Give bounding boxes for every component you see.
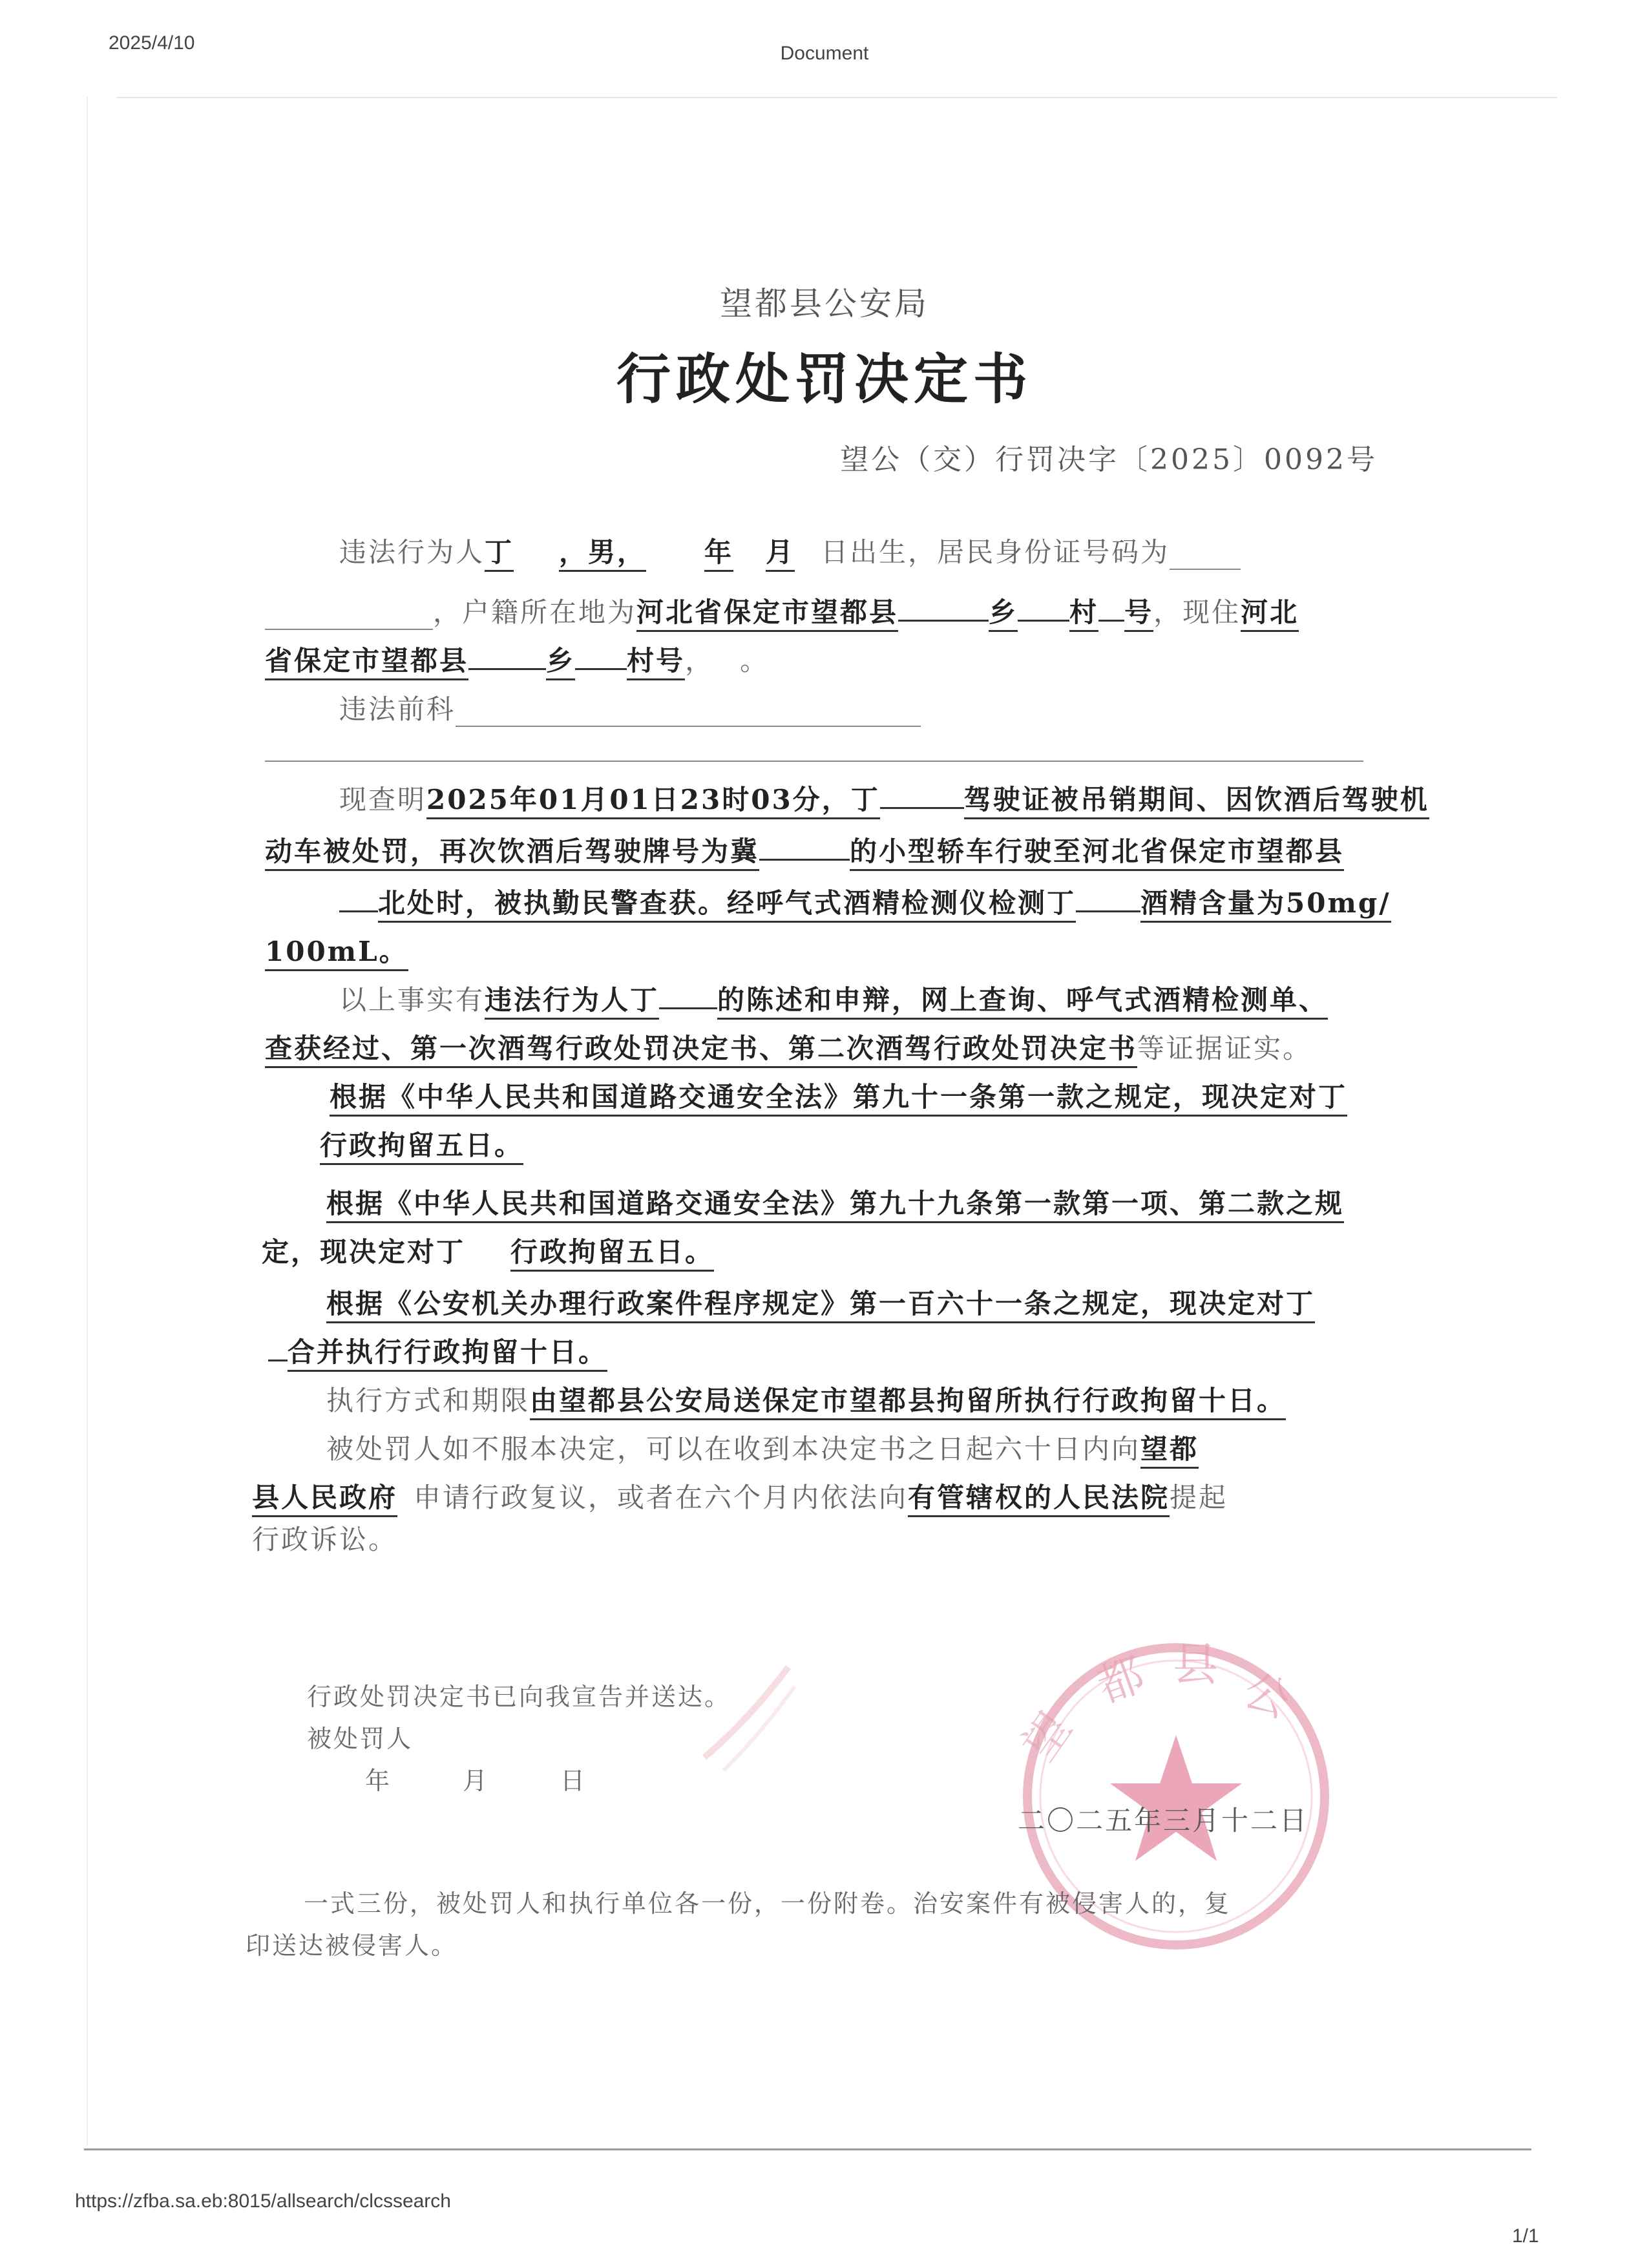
prior-record-blank-2 [265,735,1363,762]
person-sex: ，男， [559,536,646,572]
residence-county: 河北省保定市望都县 [636,596,898,632]
appeal-f: 提起 [1170,1482,1228,1513]
evidence-a: 以上事实有 [339,984,485,1016]
receipt-year: 年 [365,1767,392,1795]
basis1-line-1 [330,1076,1347,1115]
receipt-line-2: 被处罚人 [307,1725,414,1753]
execution-line [326,1380,1286,1418]
basis3-line-1 [326,1283,1315,1321]
receipt-line-1: 行政处罚决定书已向我宣告并送达。 [307,1683,731,1711]
prior-record-blank [456,700,921,727]
person-prefix: 违法行为人 [339,536,485,568]
facts-line-3 [339,882,1391,921]
receipt-month: 月 [463,1767,490,1795]
appeal-line-2 [252,1476,1228,1515]
current-tail-2: 。 [740,645,770,677]
facts-1d: 的小型轿车行驶至河北省保定市望都县 [850,835,1344,871]
ink-smudge [698,1661,801,1777]
evidence-e: 等证据证实。 [1137,1033,1312,1064]
basis1-a: 根据《中华人民共和国道路交通安全法》第九十一条第一款之规定，现决定对丁 [330,1081,1347,1117]
evidence-line-1 [339,979,1328,1018]
scan-edge-bottom [84,2148,1531,2150]
current-xiang: 乡 [546,645,575,680]
issue-date: 二〇二五年三月十二日 [1018,1805,1309,1836]
current-prefix: ，现住 [1153,596,1241,628]
evidence-d: 查获经过、第一次酒驾行政处罚决定书、第二次酒驾行政处罚决定书 [265,1033,1137,1068]
birth-day-text: 日出生，居民身份证号码为 [821,536,1170,568]
prior-record-label: 违法前科 [339,693,456,725]
appeal-c: 县人民政府 [252,1482,397,1517]
current-address-1: 河北 [1241,596,1299,632]
basis2-c: 行政拘留五日。 [510,1236,714,1272]
basis2-b: 定，现决定对丁 [262,1236,466,1268]
facts-1g: 100mL。 [265,936,408,971]
person-line-2 [265,591,1299,630]
print-page-number: 1/1 [1512,2225,1539,2247]
residence-hao: 号 [1124,596,1153,632]
svg-text:县: 县 [1173,1638,1218,1691]
execution-a: 执行方式和期限 [326,1385,530,1416]
person-line-3 [265,640,769,678]
current-hao: 号 [656,645,685,680]
current-cun: 村 [627,645,656,680]
appeal-line-1 [326,1428,1199,1467]
facts-1e: 北处时，被执勤民警查获。经呼气式酒精检测仪检测丁 [378,887,1076,923]
print-url: https://zfba.sa.eb:8015/allsearch/clcssearch [75,2190,451,2212]
appeal-d: 申请行政复议，或者在六个月内依法向 [414,1482,909,1513]
basis1-b: 行政拘留五日。 [320,1129,523,1165]
person-name: 丁 [485,536,514,572]
current-tail: ， [685,645,715,677]
organization-name: 望都县公安局 [720,285,929,322]
person-line-1 [339,531,1241,570]
basis2-line-2 [262,1231,714,1270]
basis3-b: 合并执行行政拘留十日。 [288,1336,607,1372]
id-number-blank [1170,543,1241,570]
appeal-line-3 [252,1518,397,1557]
facts-1f: 酒精含量为50mg/ [1140,887,1391,923]
evidence-b: 违法行为人丁 [485,984,659,1020]
scan-edge-top [116,97,1557,98]
facts-date: 2025年01月01日23时03分，丁 [426,784,880,819]
execution-b: 由望都县公安局送保定市望都县拘留所执行行政拘留十日。 [530,1385,1286,1420]
print-date: 2025/4/10 [109,32,195,54]
birth-year: 年 [704,536,733,572]
copies-line-1: 一式三份，被处罚人和执行单位各一份，一份附卷。治安案件有被侵害人的，复 [304,1889,1232,1918]
svg-text:公: 公 [1237,1663,1298,1728]
facts-line-4 [265,930,408,969]
appeal-a: 被处罚人如不服本决定，可以在收到本决定书之日起六十日内向 [326,1433,1141,1465]
appeal-e: 有管辖权的人民法院 [908,1482,1170,1517]
residence-sep: ，户籍所在地为 [433,596,637,628]
appeal-g: 行政诉讼。 [252,1524,398,1555]
appeal-b: 望都 [1140,1433,1199,1469]
basis2-a: 根据《中华人民共和国道路交通安全法》第九十九条第一款第一项、第二款之规 [326,1188,1344,1223]
svg-text:都: 都 [1090,1647,1151,1713]
current-address-2: 省保定市望都县 [265,645,468,680]
birth-month: 月 [766,536,795,572]
basis2-line-1 [326,1182,1344,1221]
evidence-c: 的陈述和申辩，网上查询、呼气式酒精检测单、 [717,984,1328,1020]
prior-record-line-2 [265,730,1363,762]
svg-text:望: 望 [1012,1703,1082,1770]
facts-line-2 [265,830,1344,869]
receipt-day: 日 [560,1767,587,1795]
basis3-line-2 [268,1331,607,1370]
copies-line-2: 印送达被侵害人。 [246,1931,458,1960]
residence-cun: 村 [1069,596,1098,632]
print-title: Document [780,43,869,64]
facts-1b: 驾驶证被吊销期间、因饮酒后驾驶机 [964,784,1429,819]
document-title: 行政处罚决定书 [616,347,1033,411]
facts-1c: 动车被处罚，再次饮酒后驾驶牌号为冀 [265,835,759,871]
residence-xiang: 乡 [989,596,1018,632]
prior-record-line [339,688,921,727]
basis1-line-2 [320,1124,523,1163]
evidence-line-2 [265,1027,1312,1066]
document-number: 望公（交）行罚决字〔2025〕0092号 [840,443,1378,476]
facts-line-1 [339,779,1429,817]
basis3-a: 根据《公安机关办理行政案件程序规定》第一百六十一条之规定，现决定对丁 [326,1288,1315,1323]
facts-intro: 现查明 [339,784,427,815]
id-number-blank-2 [265,603,433,630]
receipt-date [365,1761,587,1796]
